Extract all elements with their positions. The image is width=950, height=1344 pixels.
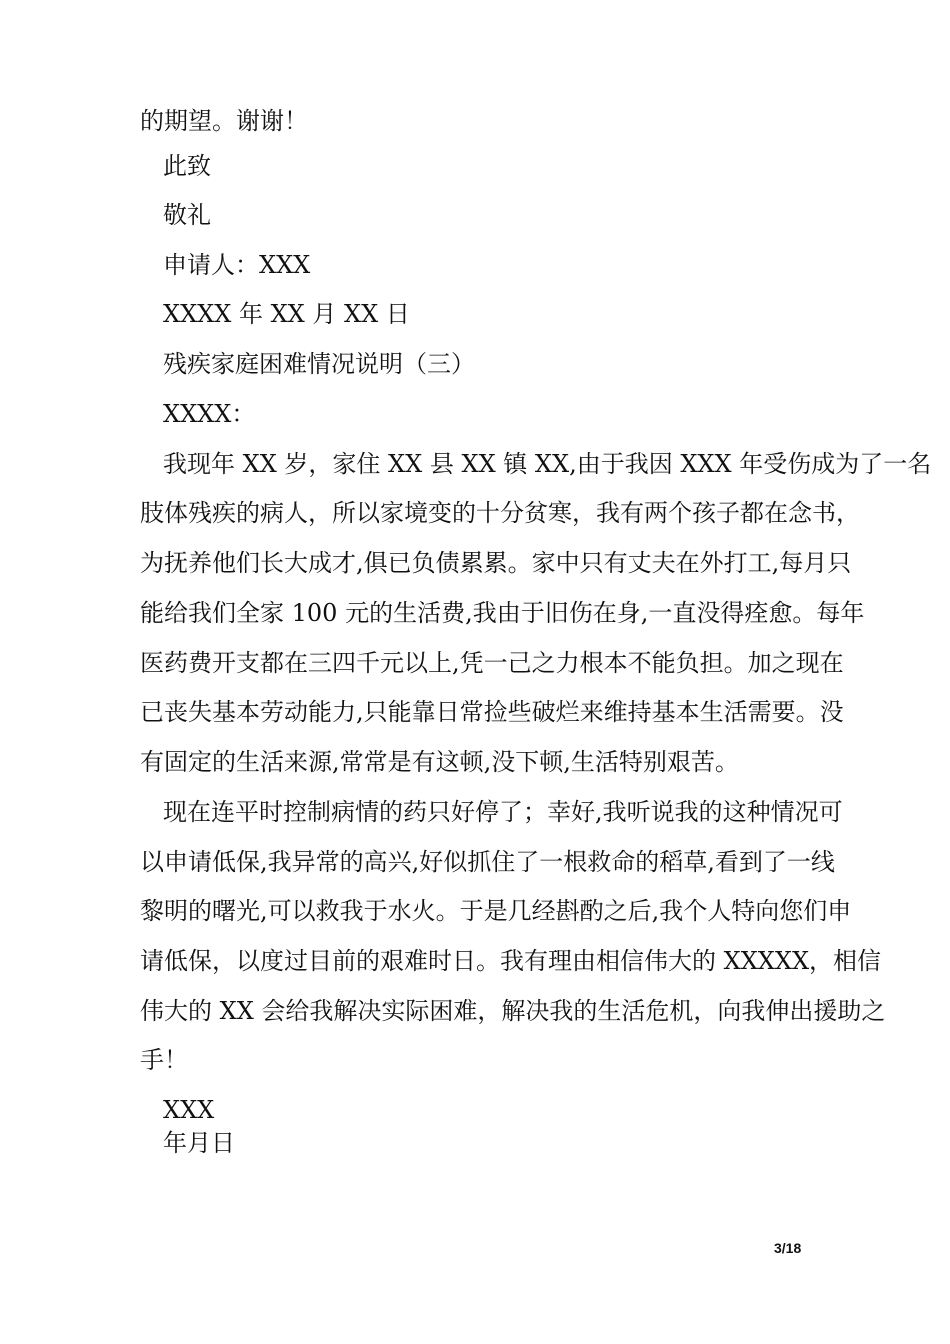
paragraph-line: 医药费开支都在三四千元以上,凭一己之力根本不能负担。加之现在 — [140, 649, 844, 677]
paragraph-line: 请低保，以度过目前的艰难时日。我有理由相信伟大的 XXXXX，相信 — [140, 947, 882, 975]
paragraph-line: 手！ — [140, 1046, 188, 1074]
signature-date: 年月日 — [163, 1129, 235, 1157]
paragraph-line: 肢体残疾的病人，所以家境变的十分贫寒，我有两个孩子都在念书， — [140, 499, 860, 527]
date-line: XXXX 年 XX 月 XX 日 — [163, 300, 410, 328]
paragraph-line: 黎明的曙光,可以救我于水火。于是几经斟酌之后,我个人特向您们申 — [140, 897, 852, 925]
paragraph-line: 现在连平时控制病情的药只好停了；幸好,我听说我的这种情况可 — [163, 798, 843, 826]
paragraph-line: 为抚养他们长大成才,俱已负债累累。家中只有丈夫在外打工,每月只 — [140, 549, 852, 577]
paragraph-line: 以申请低保,我异常的高兴,好似抓住了一根救命的稻草,看到了一线 — [140, 848, 835, 876]
salutation-line: 此致 — [163, 152, 211, 180]
applicant-line: 申请人：XXX — [163, 251, 311, 279]
paragraph-line: 伟大的 XX 会给我解决实际困难，解决我的生活危机，向我伸出援助之 — [140, 997, 886, 1025]
page-number: 3/18 — [774, 1240, 802, 1256]
signature-name: XXX — [163, 1096, 215, 1124]
salutation-line: 敬礼 — [163, 201, 211, 229]
paragraph-line: 能给我们全家 100 元的生活费,我由于旧伤在身,一直没得痊愈。每年 — [140, 599, 865, 627]
document-title: 残疾家庭困难情况说明（三） — [163, 350, 475, 378]
paragraph-line: 我现年 XX 岁，家住 XX 县 XX 镇 XX,由于我因 XXX 年受伤成为了一名 — [163, 450, 932, 478]
recipient-line: XXXX： — [163, 400, 256, 428]
paragraph-line: 已丧失基本劳动能力,只能靠日常捡些破烂来维持基本生活需要。没 — [140, 698, 844, 726]
text-line: 的期望。谢谢！ — [140, 107, 308, 135]
paragraph-line: 有固定的生活来源,常常是有这顿,没下顿,生活特别艰苦。 — [140, 748, 739, 776]
